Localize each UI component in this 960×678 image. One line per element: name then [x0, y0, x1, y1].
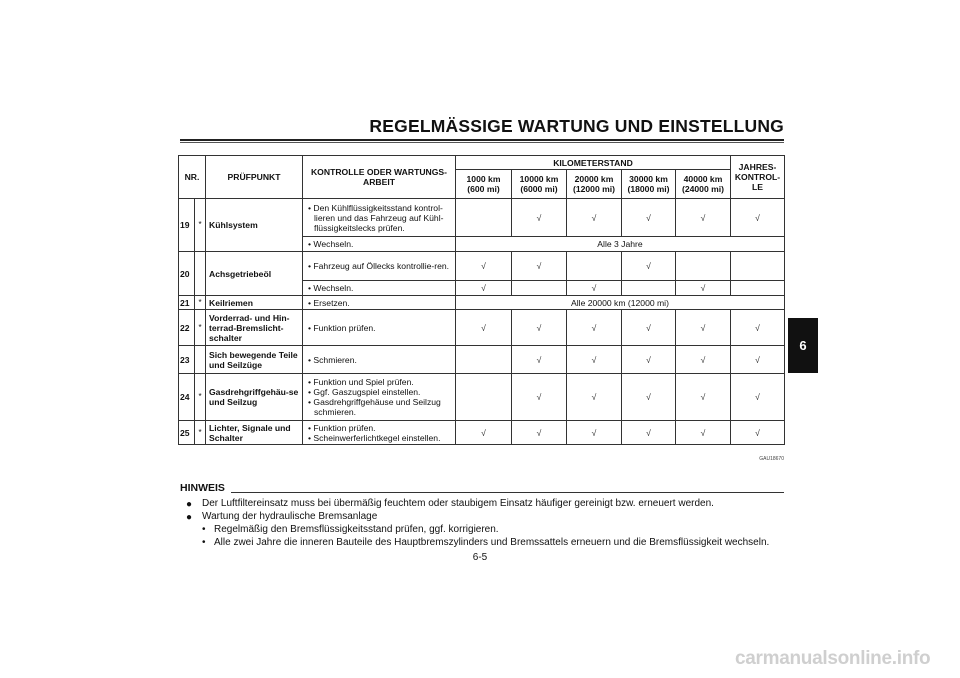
check-mark-icon: √	[567, 374, 622, 421]
watermark: carmanualsonline.info	[735, 648, 931, 669]
check-item: Kühlsystem	[206, 199, 303, 252]
check-mark-icon: √	[567, 310, 622, 346]
check-item: Achsgetriebeöl	[206, 252, 303, 296]
task-cell	[303, 281, 456, 296]
table-row	[179, 374, 785, 421]
check-item: Gasdrehgriffgehäu-se und Seilzug	[206, 374, 303, 421]
star-marker: *	[195, 199, 206, 252]
check-mark-icon: √	[567, 421, 622, 445]
subnote-text: Alle zwei Jahre die inneren Bauteile des Hauptbremszylinders und Bremssattels erneuern und die Bremsflüssigkeit wechseln.	[214, 537, 770, 548]
star-marker: *	[195, 421, 206, 445]
table-row	[179, 252, 785, 281]
note-text: Wartung der hydraulische Bremsanlage	[202, 511, 378, 522]
check-mark-icon: √	[731, 374, 785, 421]
task-text: • Fahrzeug auf Öllecks kontrollie-ren.	[306, 261, 452, 271]
check-mark-icon: √	[676, 421, 731, 445]
check-mark-icon: √	[622, 374, 676, 421]
task-text: • Wechseln.	[306, 239, 452, 249]
interval-span: Alle 20000 km (12000 mi)	[456, 296, 785, 310]
row-number: 25	[179, 421, 195, 445]
task-cell	[303, 374, 456, 421]
check-mark-icon: √	[622, 252, 676, 281]
empty-cell	[622, 281, 676, 296]
check-mark-icon: √	[456, 421, 512, 445]
check-item: Sich bewegende Teile und Seilzüge	[206, 346, 303, 374]
empty-cell	[567, 252, 622, 281]
row-number: 19	[179, 199, 195, 252]
check-item: Keilriemen	[206, 296, 303, 310]
title-rule	[180, 139, 784, 141]
check-mark-icon: √	[512, 252, 567, 281]
maintenance-table	[178, 155, 785, 445]
check-mark-icon: √	[622, 199, 676, 237]
header-interval: 20000 km (12000 mi)	[567, 170, 622, 199]
empty-cell	[731, 252, 785, 281]
bullet-icon: ●	[186, 512, 193, 523]
empty-cell	[456, 199, 512, 237]
table-row	[179, 346, 785, 374]
interval-span: Alle 3 Jahre	[456, 237, 785, 252]
header-nr: NR.	[179, 156, 206, 199]
hinweis-rule	[231, 492, 784, 493]
check-mark-icon: √	[731, 421, 785, 445]
check-mark-icon: √	[676, 310, 731, 346]
check-mark-icon: √	[622, 421, 676, 445]
header-km: KILOMETERSTAND	[456, 156, 731, 170]
empty-cell	[731, 281, 785, 296]
check-mark-icon: √	[512, 199, 567, 237]
header-year: JAHRES-KONTROL-LE	[731, 156, 785, 199]
check-mark-icon: √	[622, 310, 676, 346]
header-interval: 40000 km (24000 mi)	[676, 170, 731, 199]
check-mark-icon: √	[512, 310, 567, 346]
hinweis-notes	[186, 497, 769, 549]
title-rule-thin	[180, 142, 784, 143]
check-mark-icon: √	[456, 252, 512, 281]
check-mark-icon: √	[456, 310, 512, 346]
task-text: • Gasdrehgriffgehäuse und Seilzug schmieren.	[306, 397, 452, 417]
task-text: • Wechseln.	[306, 283, 452, 293]
task-cell	[303, 252, 456, 281]
row-number: 23	[179, 346, 195, 374]
table-row	[179, 310, 785, 346]
table-row	[179, 296, 785, 310]
doc-code: GAU18670	[759, 456, 784, 462]
subnote-item	[186, 523, 769, 536]
note-item	[186, 510, 769, 523]
check-mark-icon: √	[676, 199, 731, 237]
task-cell	[303, 199, 456, 237]
star-marker: *	[195, 296, 206, 310]
task-text: • Funktion und Spiel prüfen.	[306, 377, 452, 387]
chapter-tab: 6	[788, 318, 818, 373]
row-number: 24	[179, 374, 195, 421]
check-mark-icon: √	[731, 310, 785, 346]
task-text: • Scheinwerferlichtkegel einstellen.	[306, 433, 452, 443]
page-title: REGELMÄSSIGE WARTUNG UND EINSTELLUNG	[369, 116, 784, 136]
header-interval: 30000 km (18000 mi)	[622, 170, 676, 199]
check-mark-icon: √	[567, 281, 622, 296]
star-marker	[195, 252, 206, 296]
task-text: • Ggf. Gaszugspiel einstellen.	[306, 387, 452, 397]
page-number: 6-5	[472, 552, 488, 563]
header-interval: 1000 km (600 mi)	[456, 170, 512, 199]
task-text: • Ersetzen.	[306, 298, 452, 308]
empty-cell	[512, 281, 567, 296]
check-mark-icon: √	[676, 281, 731, 296]
row-number: 20	[179, 252, 195, 296]
check-item: Lichter, Signale und Schalter	[206, 421, 303, 445]
star-marker	[195, 346, 206, 374]
check-mark-icon: √	[731, 346, 785, 374]
check-item: Vorderrad- und Hin-terrad-Bremslicht-schalter	[206, 310, 303, 346]
row-number: 22	[179, 310, 195, 346]
check-mark-icon: √	[512, 346, 567, 374]
star-marker: *	[195, 374, 206, 421]
check-mark-icon: √	[567, 199, 622, 237]
header-item: PRÜFPUNKT	[206, 156, 303, 199]
task-text: • Den Kühlflüssigkeitsstand kontrol-lieren und das Fahrzeug auf Kühl-flüssigkeitslecks prüfen.	[306, 203, 452, 233]
task-cell	[303, 421, 456, 445]
empty-cell	[676, 252, 731, 281]
empty-cell	[456, 374, 512, 421]
task-cell	[303, 346, 456, 374]
task-cell	[303, 310, 456, 346]
task-cell	[303, 296, 456, 310]
task-text: • Funktion prüfen.	[306, 423, 452, 433]
hinweis-heading: HINWEIS	[180, 482, 225, 494]
row-number: 21	[179, 296, 195, 310]
check-mark-icon: √	[512, 421, 567, 445]
task-cell	[303, 237, 456, 252]
check-mark-icon: √	[676, 346, 731, 374]
header-task: KONTROLLE ODER WARTUNGS-ARBEIT	[303, 156, 456, 199]
check-mark-icon: √	[512, 374, 567, 421]
check-mark-icon: √	[676, 374, 731, 421]
note-item	[186, 497, 769, 510]
check-mark-icon: √	[567, 346, 622, 374]
subnote-item	[186, 536, 769, 549]
table-row	[179, 421, 785, 445]
check-mark-icon: √	[456, 281, 512, 296]
check-mark-icon: √	[731, 199, 785, 237]
task-text: • Funktion prüfen.	[306, 323, 452, 333]
sub-bullet-icon: •	[202, 524, 206, 535]
task-text: • Schmieren.	[306, 355, 452, 365]
table-row	[179, 199, 785, 237]
header-interval: 10000 km (6000 mi)	[512, 170, 567, 199]
bullet-icon: ●	[186, 499, 193, 510]
empty-cell	[456, 346, 512, 374]
note-text: Der Luftfiltereinsatz muss bei übermäßig feuchtem oder staubigem Einsatz häufiger gereinigt bzw. erneuert werden.	[202, 498, 714, 509]
sub-bullet-icon: •	[202, 537, 206, 548]
check-mark-icon: √	[622, 346, 676, 374]
subnote-text: Regelmäßig den Bremsflüssigkeitsstand prüfen, ggf. korrigieren.	[214, 524, 499, 535]
star-marker: *	[195, 310, 206, 346]
